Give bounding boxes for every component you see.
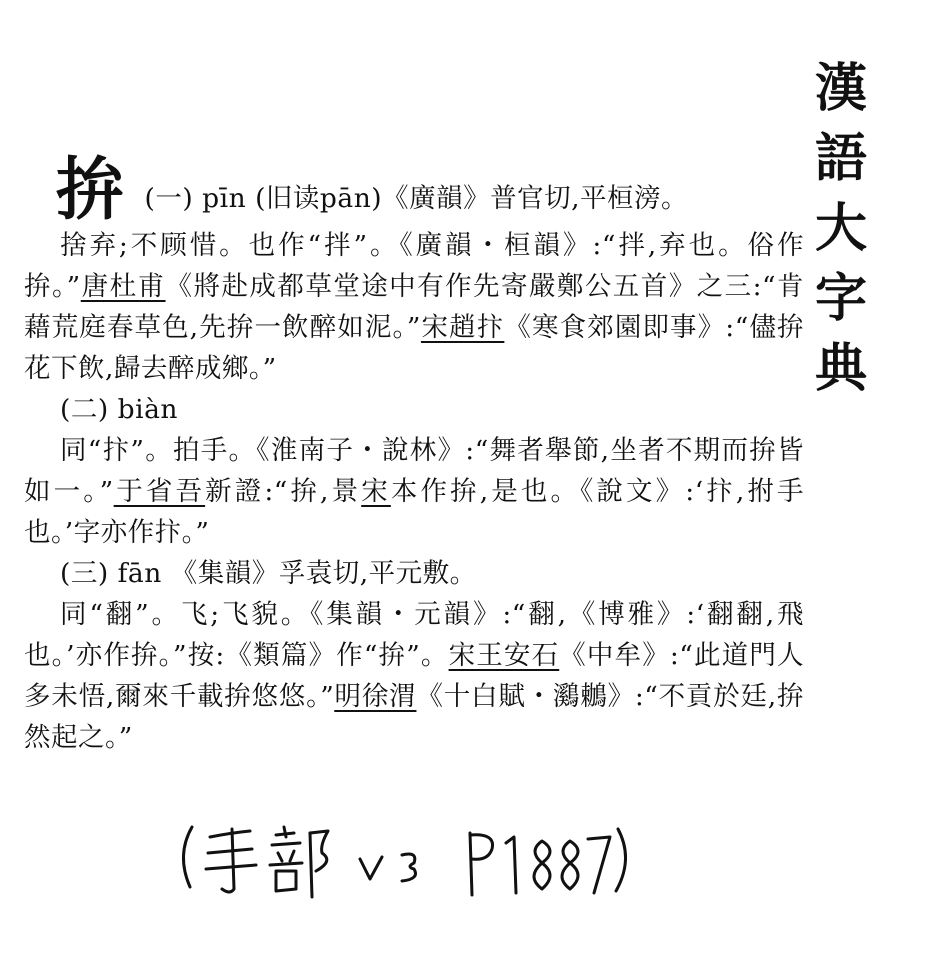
sense-2-text-a: 同“抃”。拍手。《淮南子・說林》:“舞者舉節,坐者不期而拚皆如一。” — [24, 435, 804, 507]
handwritten-source-note — [170, 815, 640, 905]
sense-1-text-b: 《將赴成都草堂途中有作先寄嚴鄭公五首》之三:“肯藉荒庭春草色,先拚一飲醉如泥。” — [24, 271, 805, 343]
sense-2-heading — [24, 389, 804, 430]
handwritten-note-drawing — [170, 815, 640, 905]
title-char-3: 大 — [814, 199, 867, 259]
sense-3-text-b: 《中牟》:“此道門人多未悟,爾來千載拚悠悠。” — [24, 640, 805, 712]
sense-1-reading: pīn — [202, 183, 247, 214]
entry-headline — [24, 145, 804, 230]
sense-2-text-b: 新證:“拚,景 — [205, 476, 362, 507]
sense-3-reading: fān — [117, 558, 162, 589]
sense-1-text-a: 捨弃;不顾惜。也作“拌”。《廣韻・桓韻》:“拌,弃也。俗作拚。” — [24, 230, 804, 302]
sense-3-body — [24, 594, 804, 758]
sense-2-text-c: 本作拚,是也。《說文》:‘抃,拊手也。’字亦作抃。” — [24, 476, 805, 548]
dictionary-entry — [24, 145, 804, 758]
sense-1-body — [24, 225, 804, 389]
sense-3-author-1: 宋王安石 — [448, 640, 560, 671]
sense-2-marker: (二) — [60, 394, 109, 425]
title-char-1: 漢 — [814, 59, 867, 119]
sense-3-text-c: 《十白賦・鸂鶒》:“不貢於廷,拚然起之。” — [24, 681, 804, 753]
sense-3-rest: 《集韻》孚袁切,平元敷。 — [170, 558, 477, 589]
sense-3-heading — [24, 553, 804, 594]
sense-1-text-c: 《寒食郊園即事》:“儘拚花下飲,歸去醉成鄉。” — [24, 312, 804, 384]
sense-3-author-2: 明徐渭 — [334, 681, 417, 712]
sense-1-rest: (旧读pān)《廣韻》普官切,平桓滂。 — [255, 183, 689, 214]
sense-3-marker: (三) — [60, 558, 109, 589]
sense-1-heading — [145, 178, 689, 225]
dictionary-title-vertical — [810, 58, 872, 400]
sense-1-author-1: 唐杜甫 — [80, 271, 166, 302]
head-character: 拚 — [56, 150, 125, 230]
sense-2-author-1: 于省吾 — [113, 476, 206, 507]
title-char-4: 字 — [814, 269, 867, 329]
sense-2-body — [24, 430, 804, 553]
sense-3-text-a: 同“翻”。飞;飞貌。《集韻・元韻》:“翻,《博雅》:‘翻翻,飛也。’亦作拚。”按:《類篇》作“拚”。 — [24, 599, 804, 671]
title-char-5: 典 — [814, 339, 867, 399]
title-char-2: 語 — [814, 129, 867, 189]
sense-1-author-2: 宋趙抃 — [420, 312, 505, 343]
sense-2-dynasty: 宋 — [361, 476, 391, 507]
sense-2-reading: biàn — [117, 394, 178, 425]
sense-1-marker: (一) — [144, 183, 194, 214]
